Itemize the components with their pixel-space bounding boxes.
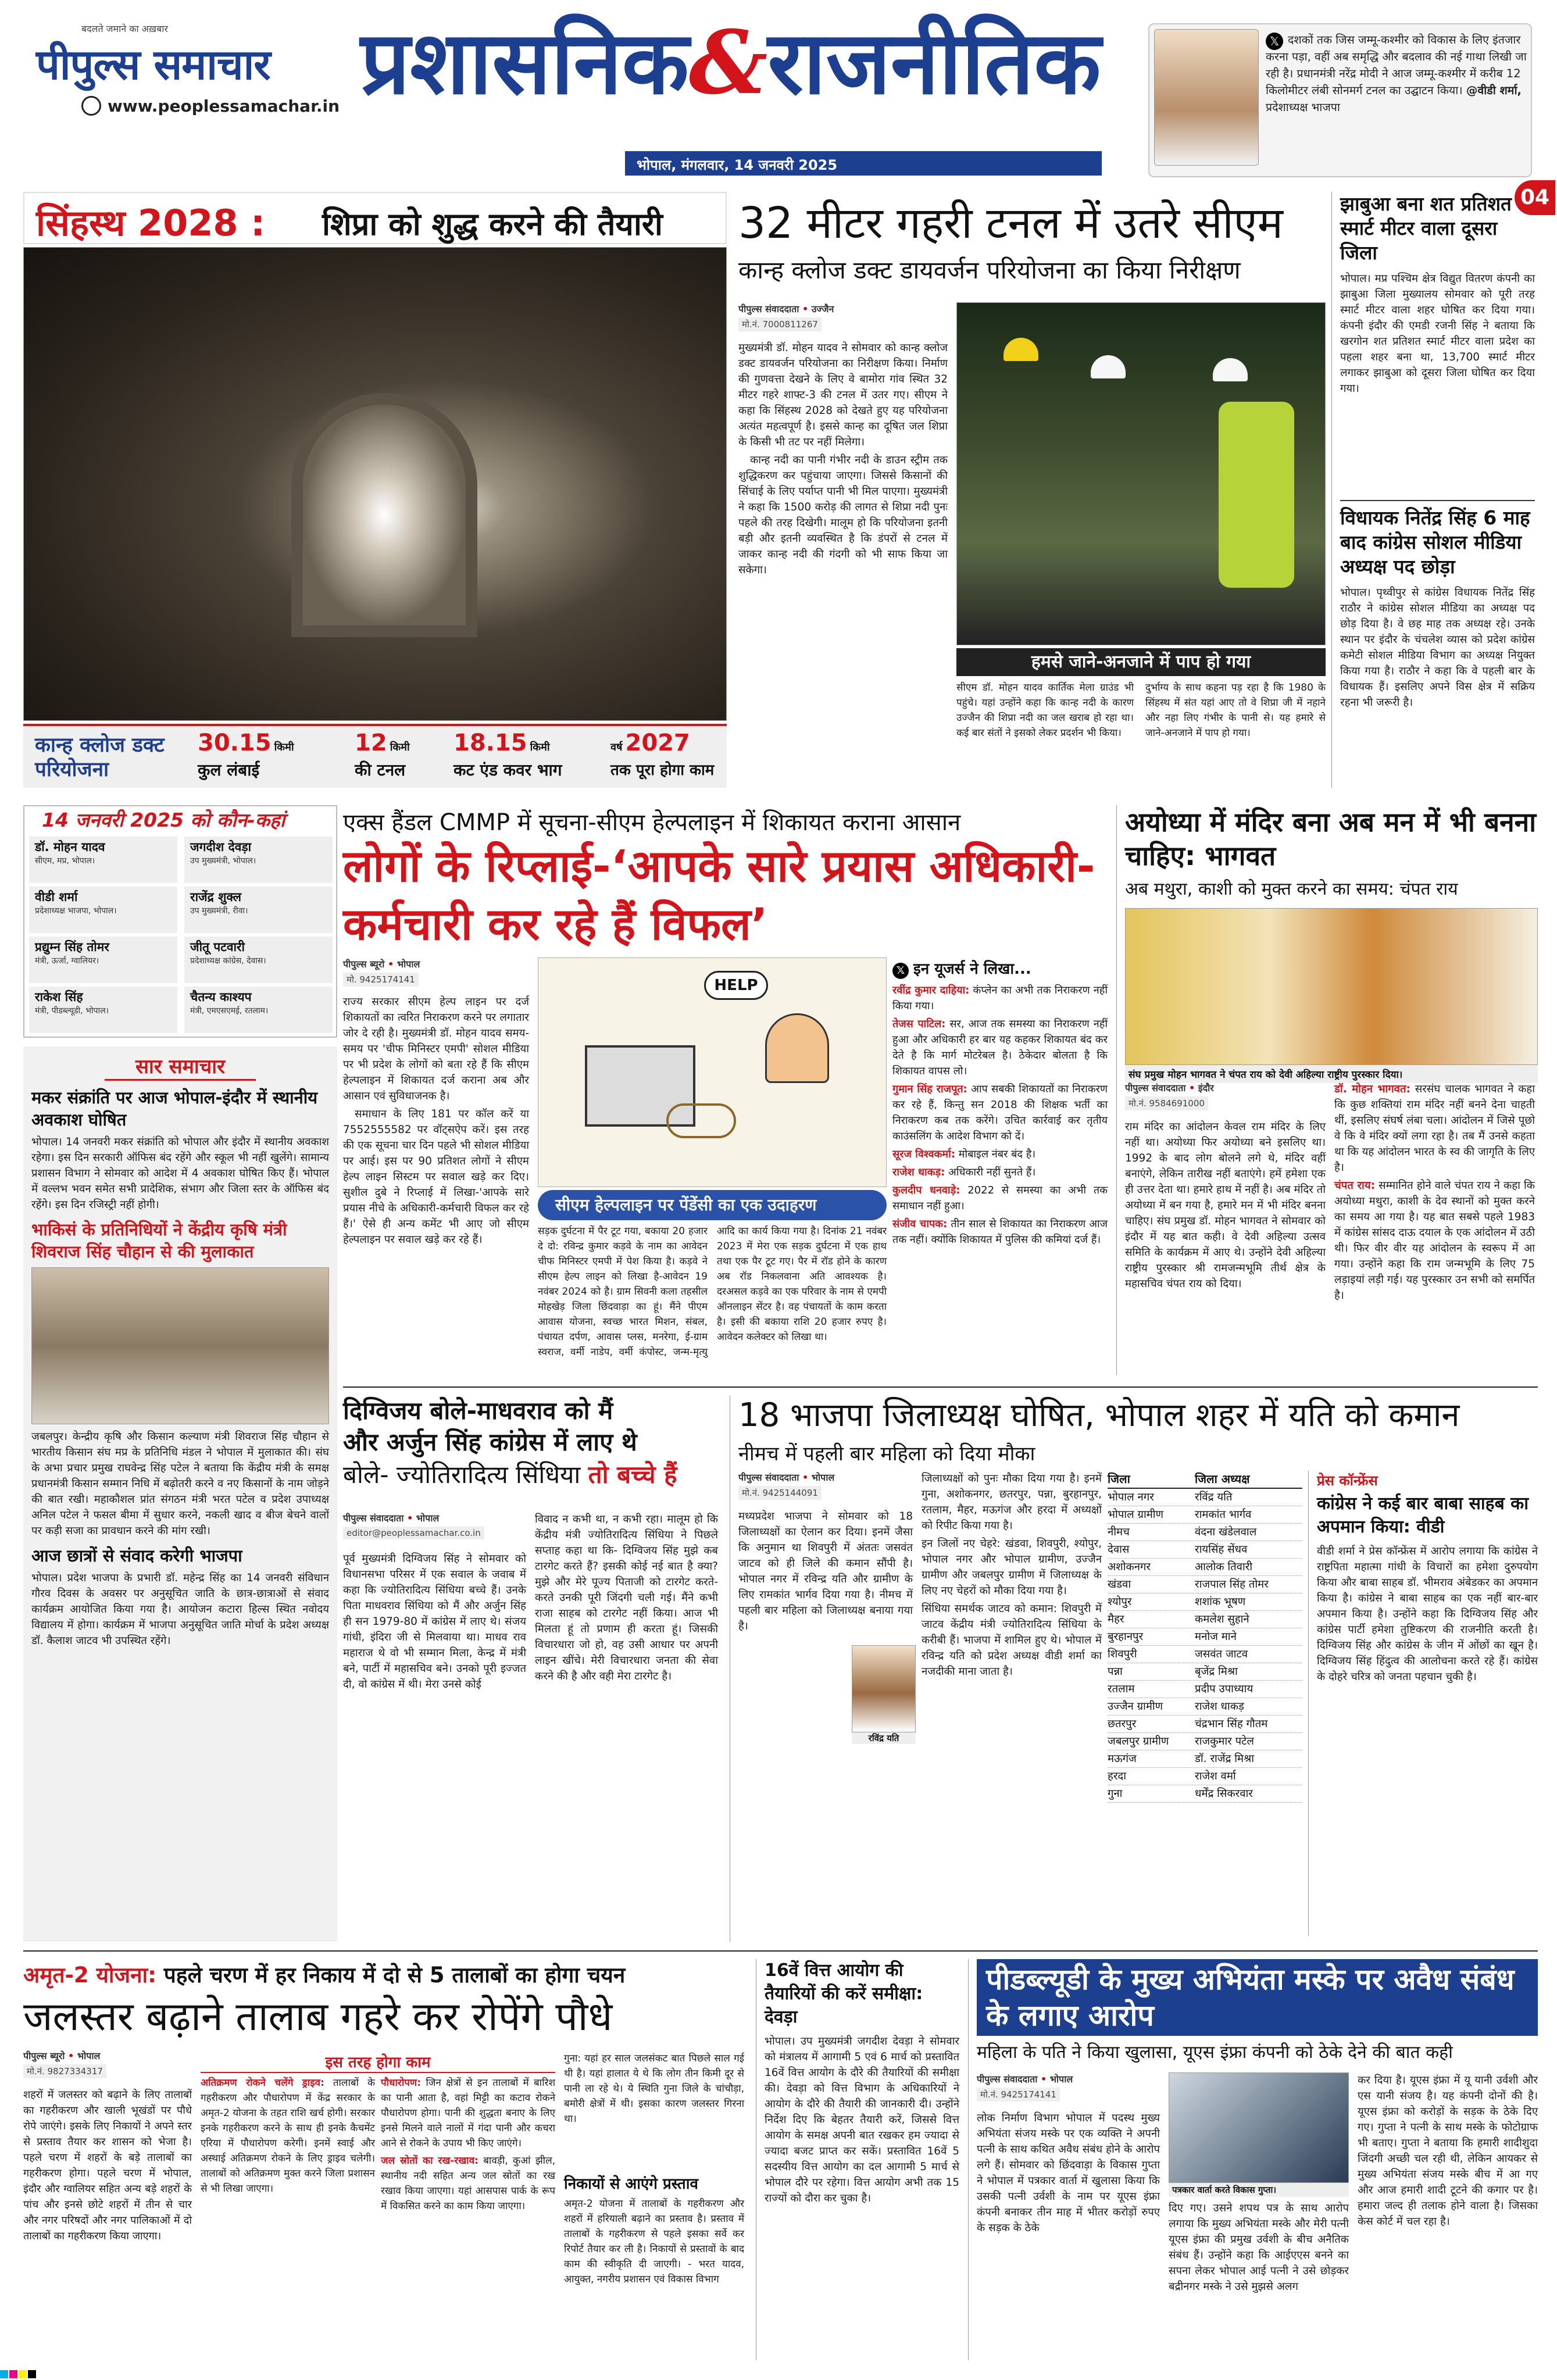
digvijay-byline: पीपुल्स संवाददाता	[343, 1513, 404, 1524]
pwd-photo-caption: पत्रकार वार्ता करते विकास गुप्ता।	[1169, 2183, 1349, 2197]
helmet-2-icon	[1091, 355, 1126, 378]
ayodhya-story	[1125, 805, 1538, 1375]
district-name: खंडवा	[1108, 1578, 1131, 1591]
bjp-byline: पीपुल्स संवाददाता	[738, 1472, 799, 1483]
kk-detail-7: मंत्री, पीडब्ल्यूडी, भोपाल।	[35, 1006, 109, 1016]
cmmp-byline-box: पीपुल्स ब्यूरो • भोपाल मो. 9425174141	[343, 957, 529, 987]
stat-cut-unit: किमी	[530, 741, 550, 753]
district-president: प्रदीप उपाध्याय	[1195, 1683, 1254, 1695]
users-box	[892, 957, 1108, 1250]
user-1	[892, 982, 1108, 1014]
page-number: 04	[1515, 180, 1555, 215]
kaun-kahan-title: 14 जनवरी 2025 को कौन-कहां	[42, 809, 285, 831]
stat-length-value: 30.15	[198, 730, 272, 756]
tunnel-arch	[291, 393, 477, 637]
district-name: गुना	[1108, 1788, 1123, 1800]
kk-name-3: वीडी शर्मा	[35, 890, 78, 904]
saar-3-headline: आज छात्रों से संवाद करेगी भाजपा	[31, 1546, 242, 1566]
kk-person-1	[29, 837, 177, 883]
x-logo-icon-2: 𝕏	[892, 963, 909, 979]
district-row	[1108, 1768, 1302, 1785]
jhabua-headline: झाबुआ बना शत प्रतिशत स्मार्ट मीटर वाला दूसरा जिला	[1340, 192, 1512, 264]
pwd-body-1: लोक निर्माण विभाग भोपाल में पदस्थ मुख्य अभियंता संजय मस्के पर एक व्यक्ति ने अपनी पत्नी के साथ कथित अवैध संबंध होने के आरोप लगे हैं। सोमवार को छिंदवाड़ा के विकास गुप्ता ने भोपाल में पत्रकार वार्ता में खुलासा किया कि उसकी पत्नी उर्वशी के नाम पर यूएस इंफ्रा कंपनी बनाकर तीन माह में भीतर करोड़ों रुपए के सड़क के ठेके	[977, 2112, 1160, 2234]
example-title: सीएम हेल्पलाइन पर पेंडेंसी का एक उदाहरण	[538, 1190, 887, 1220]
district-name: श्योपुर	[1108, 1596, 1132, 1608]
congress-story	[1317, 1471, 1538, 1685]
cmmp-body	[343, 994, 529, 1250]
district-name: पन्ना	[1108, 1666, 1123, 1678]
tunnel-city: उज्जैन	[811, 303, 834, 315]
reg-yellow	[19, 2370, 27, 2378]
amrut-byline: पीपुल्स ब्यूरो	[23, 2050, 65, 2061]
tunnel-caption-1: सीएम डॉ. मोहन यादव कार्तिक मेला ग्राउंड भी पहुंचे। यहां उन्होंने कहा कि कान्ह नदी के कारण उज्जैन की शिप्रा नदी का जल खराब हो रहा था। कई बार संतों ने इसको लेकर प्रदर्शन भी किया।	[956, 682, 1134, 739]
pwd-mobile: मो.नं. 9425174141	[977, 2088, 1060, 2102]
district-president: रायसिंह सेंधव	[1195, 1543, 1248, 1556]
kk-person-7	[29, 987, 177, 1033]
nitendra-body: भोपाल। पृथ्वीपुर से कांग्रेस विधायक नितेंद्र सिंह राठौर ने कांग्रेस सोशल मीडिया का अध्यक्ष पद छोड़ दिया है। वे छह माह तक अध्यक्ष रहे। उनके स्थान पर इंदौर के चंचलेश व्यास को प्रदेश कांग्रेस कमेटी सोशल मीडिया विभाग का अध्यक्ष नियुक्त किया गया है। राठौर ने कहा कि वे पहली बार के विधायक हैं। इसलिए अपने विस क्षेत्र में सक्रिय रहना भी जरूरी है।	[1340, 587, 1535, 709]
district-name: बुरहानपुर	[1108, 1631, 1144, 1643]
bjp-mobile: मो.नं. 9425144091	[738, 1486, 822, 1500]
section-title-b: राजनीतिक	[767, 13, 1101, 114]
district-row	[1108, 1750, 1302, 1768]
kk-detail-2: उप मुख्यमंत्री, भोपाल।	[190, 856, 256, 866]
jhabua-body: भोपाल। मप्र पश्चिम क्षेत्र विद्युत वितरण कंपनी का झाबुआ जिला मुख्यालय सोमवार को पूरी तरह स्मार्ट मीटर वाला शहर घोषित कर दिया गया। कंपनी इंदौर की एमडी रजनी सिंह ने बताया कि खरगोन शत प्रतिशत स्मार्ट मीटर वाला प्रदेश का पहला शहर बना था, 13,700 स्मार्ट मीटर लगाकर झाबुआ को दूसरा जिला घोषित कर दिया गया।	[1340, 273, 1535, 395]
nitendra-headline: विधायक नितेंद्र सिंह 6 माह बाद कांग्रेस सोशल मीडिया अध्यक्ष पद छोड़ा	[1340, 506, 1530, 578]
kk-detail-8: मंत्री, एमएसएमई, रतलाम।	[190, 1006, 269, 1016]
amrut-box-2	[381, 2075, 555, 2216]
project-label: कान्ह क्लोज डक्ट परियोजना	[35, 734, 165, 781]
user-1-name: रवींद्र कुमार दाहिया:	[892, 984, 970, 996]
ayodhya-headline: अयोध्या में मंदिर बना अब मन में भी बनना चाहिए: भागवत	[1125, 806, 1537, 871]
help-bubble	[704, 971, 768, 1000]
stat-year-unit: वर्ष	[610, 741, 623, 753]
user-4-text: मोबाइल नंबर बंद है।	[958, 1148, 1036, 1160]
kk-name-7: राकेश सिंह	[35, 990, 83, 1004]
district-name: जबलपुर ग्रामीण	[1108, 1735, 1169, 1748]
kk-name-5: प्रद्युम्न सिंह तोमर	[35, 940, 109, 954]
website[interactable]: www.peoplessamachar.in	[108, 97, 340, 116]
cm-inspection-photo	[956, 302, 1326, 645]
mid-rule	[343, 1386, 1538, 1388]
kk-person-8	[184, 987, 333, 1033]
pwd-headline-bar	[977, 1959, 1538, 2036]
user-2-name: तेजस पाटिल:	[892, 1018, 946, 1030]
pwd-byline-box: पीपुल्स संवाददाता • भोपाल मो.नं. 9425174141	[977, 2072, 1160, 2102]
user-7	[892, 1216, 1108, 1248]
masthead	[0, 0, 1557, 209]
bhagwat-lead: डॉ. मोहन भागवत:	[1334, 1083, 1410, 1095]
ayodhya-rule	[1116, 805, 1117, 1375]
cmmp-body-2: समाधान के लिए 181 पर कॉल करें या 7552555582 पर वॉट्सऐप करें। इस तरह की एक सूचना चार दिन पहले भी सोशल मीडिया पर आई। इस पर 90 प्रतिशत लोगों ने सीएम हेल्प लाइन सिस्टम पर सवाल खड़े कर दिए। सुशील दुबे ने रिप्लाई में लिखा-'आपके सारे प्रयास नीचे के अधिकारी-कर्मचारी विफल कर रहे हैं।' ऐसे ही अन्य कमेंट भी आए जो सीएम हेल्पलाइन पर सवाल खड़े कर रहे हैं।	[343, 1108, 529, 1246]
cmmp-byline: पीपुल्स ब्यूरो	[343, 959, 385, 970]
award-photo	[1125, 908, 1538, 1065]
kk-name-2: जगदीश देवड़ा	[190, 840, 252, 854]
amrut-nikay-title: निकायों से आएंगे प्रस्ताव	[564, 2175, 698, 2193]
district-rows	[1108, 1489, 1302, 1803]
amrut-guna: गुना: यहां हर साल जलसंकट बात पिछले साल गई थी है। यहां हालात ये थे कि लोग तीन किमी दूर से पानी ला रहे थे। ये स्थिति गुना जिले के चांचौड़ा, बमोरी क्षेत्रों में थी। इसका कारण जलस्तर गिरना था।	[564, 2053, 744, 2125]
user-5-text: अधिकारी नहीं सुनते हैं।	[948, 1166, 1036, 1178]
amrut-story	[23, 1959, 750, 2366]
tunnel-body-1: मुख्यमंत्री डॉ. मोहन यादव ने सोमवार को कान्ह क्लोज डक्ट डायवर्जन परियोजना का निरीक्षण किया। निर्माण की गुणवत्ता देखने के लिए वे बामोरा गांव स्थित 32 मीटर गहरे शाफ्ट-3 की टनल में उतर गए। सीएम ने कहा कि सिंहस्थ 2028 को देखते हुए यह परियोजना अत्यंत महत्वपूर्ण है। इससे कान्ह का दूषित जल शिप्रा के किसी भी तट पर नहीं मिलेगा।	[738, 342, 948, 448]
ayodhya-byline: पीपुल्स संवाददाता	[1125, 1082, 1186, 1093]
amrut-headline: जलस्तर बढ़ाने तालाब गहरे कर रोपेंगे पौधे	[23, 1994, 613, 2040]
press-conference-photo	[1169, 2072, 1349, 2183]
kk-name-6: जीतू पटवारी	[190, 940, 245, 954]
user-5-name: राजेश धाकड़:	[892, 1166, 945, 1178]
district-row	[1108, 1681, 1302, 1698]
author-photo	[1154, 29, 1259, 166]
quote-author-role: प्रदेशाध्यक्ष भाजपा	[1266, 101, 1340, 114]
district-president: आलोक तिवारी	[1195, 1561, 1253, 1573]
tunnel-caption-2: दुर्भाग्य के साथ कहना पड़ रहा है कि 1980 के सिंहस्थ में संत यहां आए तो वे शिप्रा जी में नहाने और नहा लिए गंभीर के पानी से। यह हमारे से जाने-अनजाने में पाप हो गया।	[1145, 682, 1326, 739]
district-president: डॉ. राजेंद्र मिश्रा	[1195, 1753, 1254, 1765]
scissors-icon	[666, 1103, 736, 1138]
district-row	[1108, 1698, 1302, 1716]
ayodhya-body-1: राम मंदिर का आंदोलन केवल राम मंदिर के लिए नहीं था। अयोध्या फिर अयोध्या बने इसलिए था। 1992 के बाद लोग बोलने लगे थे, मंदिर वहीं बनाएंगे, लेकिन तारीख नहीं बताएंगे। हमें हमेशा एक ही उत्तर देता था। हमारे हाथ में नहीं है। अब मंदिर तो अयोध्या में बन गया है, हमारे मन में भी मंदिर बनना चाहिए। संघ प्रमुख डॉ. मोहन भागवत ने सोमवार को इंदौर में यह बात कही। वे देवी अहिल्या उत्सव समिति के कार्यक्रम में आए थे। उन्होंने देवी अहिल्या राष्ट्रीय पुरस्कार श्री रामजन्मभूमि तीर्थ क्षेत्र के महासचिव चंपत राय को दिया।	[1125, 1121, 1326, 1290]
user-2	[892, 1016, 1108, 1079]
digvijay-email[interactable]: editor@peoplessamachar.co.in	[343, 1527, 484, 1539]
bjp-body-2a: जिलाध्यक्षों को पुनः मौका दिया गया है। इनमें गुना, अशोकनगर, छतरपुर, पन्ना, बुरहानपुर, रतलाम, मैहर, मऊगंज और हरदा में अध्यक्षों को रिपीट किया गया है।	[922, 1473, 1102, 1532]
safety-vest-icon	[1219, 402, 1294, 588]
saar-title: सार समाचार	[105, 1052, 256, 1081]
quote-author: @वीडी शर्मा,	[1466, 84, 1522, 97]
bjp-body-2	[922, 1471, 1102, 1682]
district-row	[1108, 1559, 1302, 1576]
district-president: बृजेंद्र मिश्रा	[1195, 1666, 1238, 1678]
helmet-1-icon	[1004, 338, 1038, 361]
tunnel-body-2: कान्ह नदी का पानी गंभीर नदी के डाउन स्ट्रीम तक शुद्धिकरण कर पहुंचाया जाएगा। जिससे किसानों की सिंचाई के लिए पर्याप्त पानी भी मिल पाएगा। मुख्यमंत्री ने कहा कि 1500 करोड़ की लागत से शिप्रा नदी पुनः पहले की तरह दिखेगी। मालूम हो कि परियोजना इतनी बड़ी और इतनी व्यवस्थित है कि डंपरों से टनल में जाकर कान्ह नदी की गंदगी को भी साफ किया जा सकेगा।	[738, 454, 948, 576]
tunnel-byline: पीपुल्स संवाददाता	[738, 303, 799, 315]
section-title-amp: &	[688, 12, 768, 114]
kk-person-3	[29, 887, 177, 933]
district-president: कमलेश सुहाने	[1195, 1613, 1249, 1625]
district-table	[1108, 1471, 1302, 1803]
col-district: जिला	[1108, 1472, 1130, 1486]
amrut-mobile: मो.नं. 9827334317	[23, 2064, 106, 2078]
district-name: रतलाम	[1108, 1683, 1135, 1695]
dateline-bar	[625, 151, 1102, 176]
amrut-box-1-text: तालाबों के गहरीकरण और पौधारोपण में केंद्र सरकार के अमृत-2 योजना के तहत राशि खर्च होगी। सरकार इनके गहरीकरण करने के साथ ही इनके कैचमेंट एरिया में पौधारोपण करेगी। इनमें स्वाई और अस्थाई अतिक्रमण रोकने के लिए ड्राइव चलेगी। तालाबों को अतिक्रमण मुक्त करने जिला प्रशासन से भी लिखा जाएगा।	[201, 2077, 375, 2195]
district-row	[1108, 1593, 1302, 1611]
congress-body: वीडी शर्मा ने प्रेस कॉन्फ्रेंस में आरोप लगाया कि कांग्रेस ने राष्ट्रपिता महात्मा गांधी के विचारों का हमेशा दुरुपयोग किया और बाबा साहब डॉ. भीमराव अंबेडकर का अपमान किया है। कांग्रेस ने बाबा साहब का एक नहीं बार-बार अपमान किया है। उन्होंने कहा कि दिग्विजय सिंह और कांग्रेस पार्टी हमेशा तुष्टिकरण की राजनीति करती है। दिग्विजय सिंह और कांग्रेस के जीन में ओंछों का खून है। दिग्विजय सिंह हिंदुत्व की आलोचना करते रहे हैं। कांग्रेस के दोहरे चरित्र को जनता पहचान चुकी है।	[1317, 1545, 1538, 1683]
district-row	[1108, 1733, 1302, 1750]
bhagwat-text: सरसंघ चालक भागवत ने कहा कि कुछ शक्तियां राम मंदिर नहीं बनने देना चाहती थीं, इसलिए संघर्ष लंबा चला। आंदोलन में जिसे पूछो वे कि वे मंदिर क्यों लगा रहा है। तब मैं उनसे कहता था कि यह आंदोलन भारत के स्व की जागृति के लिए है।	[1334, 1083, 1535, 1174]
stat-tunnel-value: 12	[355, 730, 387, 756]
congress-tag: प्रेस कॉन्फ्रेंस	[1317, 1473, 1378, 1489]
amrut-box-2-text: जिन क्षेत्रों से इन तालाबों में बारिश का पानी आता है, वहां मिट्टी का कटाव रोकने पौधारोपण होगा। पानी की शुद्धता बनाए के लिए इनसे मिलने वाले नालों में गंदा पानी और कचरा आने से रोकने के उपाय भी किए जाएंगे।	[381, 2077, 555, 2149]
saar-3-body: भोपाल। प्रदेश भाजपा के प्रभारी डॉ. महेन्द्र सिंह का 14 जनवरी संविधान गौरव दिवस के अवसर पर अनुसूचित जाति के छात्र-छात्राओं से संवाद कार्यक्रम आयोजित किया गया है। आयोजन कटारा हिल्स स्थित नवोदय विद्यालय में होगा। कार्यक्रम में भाजपा अनुसूचित जाति मोर्चा के प्रदेश अध्यक्ष डॉ. कैलाश जाटव भी उपस्थित रहेंगे।	[31, 1572, 329, 1647]
district-row	[1108, 1628, 1302, 1646]
district-row	[1108, 1716, 1302, 1733]
user-3-text: आप सबकी शिकायतों का निराकरण कर रहे हैं, किन्तु सन 2018 की शिक्षक भर्ती का निराकरण कब तक करेंगे। उचित कार्रवाई कर तृतीय काउंसलिंग के आदेश विभाग को दें।	[892, 1083, 1108, 1142]
saar-2-headline: भाकिसं के प्रतिनिधियों ने केंद्रीय कृषि मंत्री शिवराज सिंह चौहान से की मुलाकात	[31, 1220, 287, 1262]
user-6-name: कुलदीप धनवाड़े:	[892, 1184, 960, 1196]
kk-detail-1: सीएम, मप्र, भोपाल।	[35, 856, 95, 866]
stat-cut-value: 18.15	[453, 730, 527, 756]
x-logo-icon: 𝕏	[1266, 33, 1283, 50]
stat-tunnel-label: की टनल	[355, 760, 406, 780]
user-4	[892, 1146, 1108, 1162]
district-president: जसवंत जाटव	[1195, 1648, 1248, 1660]
simhastha-headline: शिप्रा को शुद्ध करने की तैयारी	[322, 206, 663, 242]
user-6	[892, 1182, 1108, 1214]
kaun-kahan-box	[23, 805, 337, 1038]
cmmp-mobile: मो. 9425174141	[343, 973, 419, 987]
award-photo-caption: संघ प्रमुख मोहन भागवत ने चंपत राय को देवी अहिल्या राष्ट्रीय पुरस्कार दिया।	[1125, 1065, 1538, 1083]
globe-icon	[81, 96, 101, 116]
kk-detail-3: प्रदेशाध्यक्ष भाजपा, भोपाल।	[35, 906, 117, 916]
saar-2-body: जबलपुर। केन्द्रीय कृषि और किसान कल्याण मंत्री शिवराज सिंह चौहान से भारतीय किसान संघ मप्र के प्रतिनिधि मंडल ने भोपाल में मुलाकात की। संघ के अभा प्रचार प्रमुख राघवेन्द्र सिंह पटेल ने बताया कि केंद्रीय मंत्री के समक्ष प्रधानमंत्री किसान सम्मान निधि में बढ़ोतरी करने व नए किसानों के नाम जोड़ने की बात रखी। महाकौशल प्रांत संगठन मंत्री भरत पटेल व प्रदेश उपाध्यक्ष अनिल पटेल ने फसल बीमा में सुधार करने, नकली खाद व बीज बेचने वालों पर कड़ी सजा का प्रावधान करने की मांग रखी।	[31, 1431, 329, 1537]
district-row	[1108, 1541, 1302, 1559]
district-president: राजेश वर्मा	[1195, 1770, 1236, 1782]
district-president: वंदना खंडेलवाल	[1195, 1526, 1257, 1538]
congress-rule	[1308, 1471, 1309, 1936]
cmmp-story	[343, 805, 1110, 1381]
district-president: रामकांत भार्गव	[1195, 1509, 1252, 1521]
kk-name-8: चैतन्य काश्यप	[190, 990, 252, 1004]
bjp-byline-box: पीपुल्स संवाददाता • भोपाल मो.नं. 9425144091	[738, 1471, 913, 1500]
district-name: भोपाल ग्रामीण	[1108, 1509, 1163, 1521]
amrut-city: भोपाल	[77, 2050, 101, 2061]
quote-body: दशकों तक जिस जम्मू-कश्मीर को विकास के लिए इंतजार करना पड़ा, वहीं अब समृद्धि और बदलाव की नई गाथा लिखी जा रही है। प्रधानमंत्री नरेंद्र मोदी ने आज जम्मू-कश्मीर में करीब 12 किलोमीटर लंबी सोनमर्ग टनल का उद्घाटन किया।	[1266, 33, 1527, 97]
stat-year-label: तक पूरा होगा काम	[610, 762, 715, 779]
reg-magenta	[9, 2370, 17, 2378]
district-row	[1108, 1663, 1302, 1681]
pwd-body-2: कर दिया है। यूएस इंफ्रा में यू यानी उर्वशी और एस यानी संजय है। यह कंपनी दोनों की है। यूएस इंफ्रा को करोड़ों के सड़क के ठेके दिए गए। गुप्ता ने पत्नी के साथ मस्के के फोटोग्राफ भी बताए। गुप्ता ने बताया कि हमारी शादीशुदा जिंदगी अच्छी चल रही थी, लेकिन आयकर से मुख्य अभियंता संजय मस्के बीच में आ गए और आज हमारी शादी टूटने की कगार पर है। हमारा जल्द ही तलाक होने वाला है। जिसका केस कोर्ट में चल रहा है।	[1358, 2074, 1538, 2228]
bjp-body-1: मध्यप्रदेश भाजपा ने सोमवार को 18 जिलाध्यक्षों का ऐलान कर दिया। इनमें जैसा कि अनुमान था शिवपुरी में अंततः जसवंत जाटव को ही जिले की कमान सौंपी है। भोपाल नगर में रविन्द्र यति और ग्रामीण के लिए रामकांत भार्गव दिया गया है। नीमच में पहली बार महिला को जिलाध्यक्ष बनाया गया है।	[738, 1510, 913, 1632]
help-bubble-text: HELP	[714, 977, 758, 994]
yati-caption: रविंद्र यति	[852, 1732, 916, 1744]
amrut-nikay-box	[564, 2174, 744, 2287]
ayodhya-subhead: अब मथुरा, काशी को मुक्त करने का समय: चंपत राय	[1125, 879, 1458, 899]
kk-name-4: राजेंद्र शुक्ल	[190, 890, 242, 904]
ayodhya-city: इंदौर	[1198, 1082, 1214, 1093]
nitendra-story	[1340, 500, 1535, 710]
tunnel-subhead: कान्ह क्लोज डक्ट डायवर्जन परियोजना का किया निरीक्षण	[738, 256, 1241, 284]
section-title-a: प्रशासनिक	[360, 13, 689, 114]
digvijay-line1: दिग्विजय बोले-माधवराव को मैं	[343, 1396, 613, 1425]
pwd-city: भोपाल	[1049, 2074, 1073, 2085]
section-title	[360, 12, 1101, 114]
cmmp-body-1: राज्य सरकार सीएम हेल्प लाइन पर दर्ज शिकायतों का त्वरित निराकरण करने पर लगातार जोर दे रही है। मुख्यमंत्री डॉ. मोहन यादव समय-समय पर 'चीफ मिनिस्टर एमपी' सोशल मीडिया पर भी प्रदेश के लोगों को बता रहे हैं कि सीएम हेल्पलाइन में शिकायत दर्ज कराना अब और आसान एवं सुविधाजनक है।	[343, 996, 529, 1102]
digvijay-body-1: पूर्व मुख्यमंत्री दिग्विजय सिंह ने सोमवार को विधानसभा परिसर में एक सवाल के जवाब में कहा कि ज्योतिरादित्य सिंधिया बच्चे हैं। उनके पिता माधवराव सिंधिया को मैं और अर्जुन सिंह ही सन 1979-80 में कांग्रेस में लाए थे। संजय गांधी, इंदिरा जी से मिलवाया था। माधव राव महाराज थे वो भी सम्मान मिला, केन्द्र में मंत्री बने, पार्टी में महासचिव बने। उनको पूरी इज्जत दी, वो कांग्रेस में थी। मेरा उनसे कोई	[343, 1553, 526, 1691]
tunnel-byline-box: पीपुल्स संवाददाता • उज्जैन मो.नं. 7000811267	[738, 302, 948, 331]
col-president: जिला अध्यक्ष	[1195, 1472, 1250, 1486]
digvijay-city: भोपाल	[416, 1513, 440, 1524]
district-row	[1108, 1785, 1302, 1803]
amrut-nikay-body: अमृत-2 योजना में तालाबों के गहरीकरण और शहरों में हरियाली बढ़ाने का प्रस्ताव है। प्रस्ताव में तालाबों के गहरीकरण से पहले इसका सर्वे कर रिपोर्ट तैयार कर ली है। निकायों से प्रस्तावों के बाद काम की स्वीकृति दी जाएगी। - भरत यादव, आयुक्त, नगरीय प्रशासन एवं विकास विभाग	[564, 2198, 744, 2285]
cmmp-kicker: एक्स हैंडल CMMP में सूचना-सीएम हेल्पलाइन में शिकायत कराना आसान	[343, 809, 961, 836]
user-6-text: 2022 से समस्या का अभी तक समाधान नहीं हुआ।	[892, 1184, 1108, 1212]
pwd-body-1b: दिए गए। उसने शपथ पत्र के साथ आरोप लगाया कि मुख्य अभियंता मस्के और मेरी पत्नी यूएस इंफ्रा की प्रमुख उर्वशी के बीच अनैतिक संबंध हैं। उन्होंने कहा कि आईएएस बनने का सपना लेकर भोपाल आई पत्नी ने उसे छोड़कर बद्रीनगर मस्के ने उसे मुझसे अलग	[1169, 2202, 1349, 2293]
bjp-subhead: नीमच में पहली बार महिला को दिया मौका	[738, 1442, 1035, 1466]
cartoon-illustration	[538, 957, 887, 1187]
ayodhya-body-2	[1334, 1081, 1535, 1306]
pwd-rule	[968, 1959, 969, 2360]
ayodhya-mobile: मो.नं. 9584691000	[1125, 1096, 1208, 1110]
digvijay-line3-a: बोले- ज्योतिरादित्य सिंधिया	[343, 1460, 581, 1489]
district-president: राजपाल सिंह तोमर	[1195, 1578, 1269, 1591]
district-name: छतरपुर	[1108, 1718, 1137, 1730]
operator-figure-icon	[765, 1013, 829, 1083]
bjp-body-2c: सिंधिया समर्थक जाटव को कमान: शिवपुरी में जाटव केंद्रीय मंत्री ज्योतिरादित्य सिंधिया के करीबी हैं। भाजपा में शामिल हुए थे। भोपाल में रविन्द्र यति को प्रदेश अध्यक्ष वीडी शर्मा का नजदीकी माना जाता है।	[922, 1603, 1102, 1678]
quote-text	[1266, 31, 1527, 116]
tunnel-caption-title: हमसे जाने-अनजाने में पाप हो गया	[956, 648, 1326, 676]
tagline: बदलते जमाने का अख़बार	[81, 23, 168, 34]
district-row	[1108, 1576, 1302, 1593]
user-1-text: कंप्लेन का अभी तक निराकरण नहीं किया गया।	[892, 984, 1108, 1012]
tunnel-story	[738, 192, 1326, 788]
district-president: रविंद्र यति	[1195, 1491, 1233, 1503]
stat-tunnel-unit: किमी	[390, 741, 410, 753]
district-name: उज्जैन ग्रामीण	[1108, 1700, 1163, 1713]
bjp-headline: 18 भाजपा जिलाध्यक्ष घोषित, भोपाल शहर में यति को कमान	[738, 1396, 1460, 1434]
district-row	[1108, 1646, 1302, 1663]
example-body: सड़क दुर्घटना में पैर टूट गया, बकाया 20 हजार दे दो: रविन्द्र कुमार कड़वे के नाम का आवेदन चीफ मिनिस्टर एमपी में पेश किया है। कड़वे ने सीएम हेल्प लाइन को लिखा है-आवेदन 19 नवंबर 2024 को है। ग्राम सिवनी कला तहसील मोहखेड़ जिला छिंदवाड़ा का हूं। मैंने पीएम आवास योजना, स्वच्छ भारत मिशन, संबल, पंचायत दर्पण, आवास प्लस, मनरेगा, ई-ग्राम स्वराज, वर्मी नाडेप, वर्मी कंपोस्ट, जन्म-मृत्यु आदि का कार्य किया गया है। दिनांक 21 नवंबर 2023 में मेरा एक सड़क दुर्घटना में एक हाथ तथा एक पैर टूट गए। पैर में रॉड होने के कारण अब रॉड निकलवाना अति आवश्यक है। दरअसल कड़वे का एक परिवार के नाम से एमपी ऑनलाइन सेंटर है। वह पंचायतों के काम करता है। इसी की बकाया राशि 20 हजार रुपए है। आवेदन कलेक्टर को लिखा था।	[538, 1225, 887, 1358]
district-president: मनोज माने	[1195, 1631, 1237, 1643]
tunnel-body	[738, 340, 948, 580]
tunnel-photo	[23, 247, 727, 721]
reg-cyan	[0, 2370, 8, 2378]
district-name: अशोकनगर	[1108, 1561, 1151, 1573]
district-president: चंद्रभान सिंह गौतम	[1195, 1718, 1268, 1730]
champat-lead: चंपत राय:	[1334, 1180, 1375, 1192]
digvijay-line3	[343, 1458, 721, 1492]
pwd-byline: पीपुल्स संवाददाता	[977, 2074, 1038, 2085]
right-col-rule	[1331, 192, 1332, 788]
user-5	[892, 1164, 1108, 1180]
district-row	[1108, 1489, 1302, 1506]
kk-person-5	[29, 937, 177, 983]
bjp-story	[738, 1395, 1538, 1942]
cmmp-city: भोपाल	[397, 959, 420, 970]
amrut-byline-box: पीपुल्स ब्यूरो • भोपाल मो.नं. 9827334317	[23, 2049, 192, 2078]
bjp-body-2b: इन जिलों नए चेहरे: खंडवा, शिवपुरी, श्योपुर, भोपाल नगर और भोपाल ग्रामीण, उज्जैन ग्रामीण और जबलपुर ग्रामीण में जिलाध्यक्ष के लिए नए चेहरों को मौका दिया गया है।	[922, 1538, 1102, 1597]
paper-name: पीपुल्स समाचार	[36, 40, 270, 89]
kk-person-4	[184, 887, 333, 933]
quote-box	[1148, 23, 1532, 177]
stat-year-value: 2027	[625, 730, 690, 756]
user-7-text: तीन साल से शिकायत का निराकरण आज तक नहीं। क्योंकि शिकायत में पुलिस की कमियां दर्ज हैं।	[892, 1218, 1108, 1246]
district-name: मऊगंज	[1108, 1753, 1137, 1765]
amrut-kicker-a: अमृत-2 योजना:	[23, 1963, 156, 1988]
amrut-body: शहरों में जलस्तर को बढ़ाने के लिए तालाबों का गहरीकरण और खाली भूखंडों पर पौधे रोपे जाएंगे। इसके लिए निकायों ने अपने स्तर से प्रस्ताव तैयार कर शासन को भेजा है। पहले चरण में शहरों के बड़े तालाबों का गहरीकरण होगा। पहले चरण में भोपाल, इंदौर और ग्वालियर सहित अन्य बड़े शहरों के पांच और इनसे छोटे शहरों में तीन से चार और नगर परिषदों और नगर पालिकाओं में दो तालाबों का गहरीकरण किया जाएगा।	[23, 2089, 192, 2242]
district-name: शिवपुरी	[1108, 1648, 1137, 1660]
district-name: भोपाल नगर	[1108, 1491, 1154, 1503]
kk-name-1: डॉ. मोहन यादव	[35, 840, 105, 854]
digvijay-story	[343, 1395, 721, 1942]
district-row	[1108, 1611, 1302, 1628]
amrut-box-3-lead: जल स्रोतों का रख-रखाव:	[381, 2155, 478, 2167]
saar-1-headline: मकर संक्रांति पर आज भोपाल-इंदौर में स्थानीय अवकाश घोषित	[31, 1088, 318, 1130]
district-president: शशांक भूषण	[1195, 1596, 1246, 1608]
kk-detail-5: मंत्री, ऊर्जा, ग्वालियर।	[35, 956, 99, 966]
district-name: हरदा	[1108, 1770, 1127, 1782]
stat-length	[198, 730, 334, 781]
bjp-city: भोपाल	[811, 1472, 835, 1483]
bottom-rule	[23, 1950, 1538, 1952]
saar-2-photo	[31, 1267, 329, 1424]
amrut-box-3-text: बावड़ी, कुआं झील, स्थानीय नदी सहित अन्य जल स्रोतों का रख रखाव किया जाएगा। यहां आसपास पार्क के रूप में विकसित करने का काम किया जाएगा।	[381, 2155, 556, 2212]
simhastha-header	[23, 192, 727, 244]
amrut-box-title: इस तरह होगा काम	[201, 2051, 555, 2073]
user-4-name: सूरज विश्वकर्मा:	[892, 1148, 955, 1160]
amrut-box-1	[201, 2075, 375, 2196]
dateline: भोपाल, मंगलवार, 14 जनवरी 2025	[637, 157, 838, 173]
district-row	[1108, 1506, 1302, 1524]
amrut-kicker	[23, 1959, 750, 1989]
user-7-name: संजीव चापक:	[892, 1218, 948, 1230]
tunnel-headline: 32 मीटर गहरी टनल में उतरे सीएम	[738, 198, 1283, 248]
digvijay-body-2: विवाद न कभी था, न कभी रहा। मालूम हो कि केंद्रीय मंत्री ज्योतिरादित्य सिंधिया ने पिछले सप्ताह कहा था कि- दिग्विजय सिंह मुझे कब टारगेट करते हैं? इसकी कोई नई बात है क्या? मुझे और मेरे पूज्य पिताजी को टारगेट करते-करते उनकी पूरी जिंदगी चली गई। मैंने कभी राजा साहब को टारगेट नहीं किया। आज भी मिलता हूं तो प्रणाम ही करता हूं। जिसकी विचारधारा जो हो, वह उसी आधार पर अपनी लाइन खींचे। मेरी विचारधारा जनता की सेवा करने की है और वही मेरा टारगेट है।	[535, 1513, 718, 1682]
pwd-headline: पीडब्ल्यूडी के मुख्य अभियंता मस्के पर अवैध संबंध के लगाए आरोप	[986, 1963, 1515, 2032]
helmet-3-icon	[1213, 358, 1248, 381]
stat-tunnel	[355, 730, 442, 781]
color-registration-strip	[0, 2370, 1557, 2380]
cmmp-headline: लोगों के रिप्लाई-‘आपके सारे प्रयास अधिकारी-कर्मचारी कर रहे हैं विफल’	[343, 840, 1095, 950]
district-president: धर्मेंद्र सिकरवार	[1195, 1788, 1253, 1800]
yati-photo	[852, 1645, 916, 1732]
district-president: राजेश धाकड़	[1195, 1700, 1244, 1713]
user-2-text: सर, आज तक समस्या का निराकरण नहीं हुआ और अधिकारी हर बार यह कहकर शिकायत बंद कर देते है कि मार्ग मोटरेबल है। ठेकेदार बोलता है कि शिकायत वापस लो।	[892, 1018, 1108, 1077]
saar-samachar	[23, 1046, 337, 1942]
stat-cut	[453, 730, 599, 781]
digvijay-byline-box: पीपुल्स संवाददाता • भोपाल editor@peoplessamachar.co.in	[343, 1511, 526, 1539]
kk-detail-4: उप मुख्यमंत्री, रीवा।	[190, 906, 248, 916]
amrut-box-2-lead: पौधारोपण:	[381, 2077, 422, 2089]
saar-1-body: भोपाल। 14 जनवरी मकर संक्रांति को भोपाल और इंदौर में स्थानीय अवकाश रहेगा। इस दिन सरकारी ऑफिस बंद रहेंगे और स्कूल भी नहीं खुलेंगे। सामान्य प्रशासन विभाग ने सोमवार को आदेश में 4 अवकाश घोषित किए हैं। भोपाल में वल्लभ भवन समेत सभी प्रादेशिक, संभाग और जिला स्तर के ऑफिस बंद रहेंगे। इस दिन रजिस्ट्री नहीं होगी।	[31, 1136, 329, 1211]
stat-length-label: कुल लंबाई	[198, 760, 260, 780]
district-name: मैहर	[1108, 1613, 1124, 1625]
district-table-header	[1108, 1471, 1302, 1489]
congress-headline: कांग्रेस ने कई बार बाबा साहब का अपमान किया: वीडी	[1317, 1493, 1529, 1537]
reg-black	[28, 2370, 36, 2378]
pwd-subhead: महिला के पति ने किया खुलासा, यूएस इंफ्रा कंपनी को ठेके देने की बात कही	[977, 2042, 1453, 2063]
user-3-name: गुमान सिंह राजपूत:	[892, 1083, 967, 1095]
district-president: राजकुमार पटेल	[1195, 1735, 1254, 1748]
digvijay-line2: और अर्जुन सिंह कांग्रेस में लाए थे	[343, 1428, 637, 1456]
amrut-box-1-lead: अतिक्रमण रोकने चलेंगे ड्राइव:	[201, 2077, 324, 2089]
kk-detail-6: प्रदेशाध्यक्ष कांग्रेस, देवास।	[190, 956, 266, 966]
finance-body: भोपाल। उप मुख्यमंत्री जगदीश देवड़ा ने सोमवार को मंत्रालय में आगामी 5 एवं 6 मार्च को प्रस्तावित 16वें वित्त आयोग के दौरे की तैयारियों की समीक्षा की। देवड़ा को वित्त विभाग के अधिकारियों ने आयोग के दौरे की तैयारी की जानकारी दी। उन्होंने निर्देश दिए कि बेहतर तैयारी करें, जिससे वित्त आयोग के समक्ष अपनी बात रखकर हम ज्यादा से ज्यादा बजट प्राप्त कर सकें। प्रस्तावित 16वें 5 सदस्यीय वित्त आयोग का दल आगामी 5 मार्च से भोपाल दौरे पर रहेगा। वित्त आयोग अभी तक 15 राज्यों को दौरा कर चुका है।	[765, 2035, 959, 2204]
simhastha-label: सिंहस्थ 2028 :	[36, 202, 265, 244]
tunnel-mobile: मो.नं. 7000811267	[738, 317, 822, 331]
amrut-kicker-b: पहले चरण में हर निकाय में दो से 5 तालाबों का होगा चयन	[163, 1963, 626, 1988]
stat-cut-label: कट एंड कवर भाग	[453, 760, 562, 780]
user-3	[892, 1081, 1108, 1144]
ayodhya-byline-box: पीपुल्स संवाददाता • इंदौर मो.नं. 9584691000	[1125, 1081, 1326, 1110]
stat-length-unit: किमी	[274, 741, 294, 753]
kk-person-6	[184, 937, 333, 983]
jhabua-story	[1340, 192, 1535, 396]
users-title: इन यूजर्स ने लिखा...	[913, 960, 1031, 978]
digvijay-line3-b: तो बच्चे हैं	[588, 1460, 677, 1489]
district-name: नीमच	[1108, 1526, 1130, 1538]
finance-story	[765, 1959, 959, 2206]
simhastha-stats-bar	[23, 724, 727, 788]
district-name: देवास	[1108, 1543, 1130, 1556]
champat-text: सम्मानित होने वाले चंपत राय ने कहा कि अयोध्या मथुरा, काशी के देव स्थानों को मुक्त करने का समय आ गया है। यह बात सबसे पहले 1983 में कांग्रेस सांसद दाऊ दयाल के एक आंदोलन में उठी थी। फिर वीर वीर यह आंदोलन के स्वरूप में आ गया। उन्होंने कहा कि राम जन्मभूमि के लिए 75 लड़ाइयां लड़ी गई। यह पुरस्कार उन सभी को समर्पित है।	[1334, 1180, 1535, 1302]
finance-headline: 16वें वित्त आयोग की तैयारियों की करें समीक्षा: देवड़ा	[765, 1960, 923, 2027]
stat-year	[610, 730, 727, 780]
district-row	[1108, 1524, 1302, 1541]
pwd-story	[977, 1959, 1538, 2366]
kk-person-2	[184, 837, 333, 883]
